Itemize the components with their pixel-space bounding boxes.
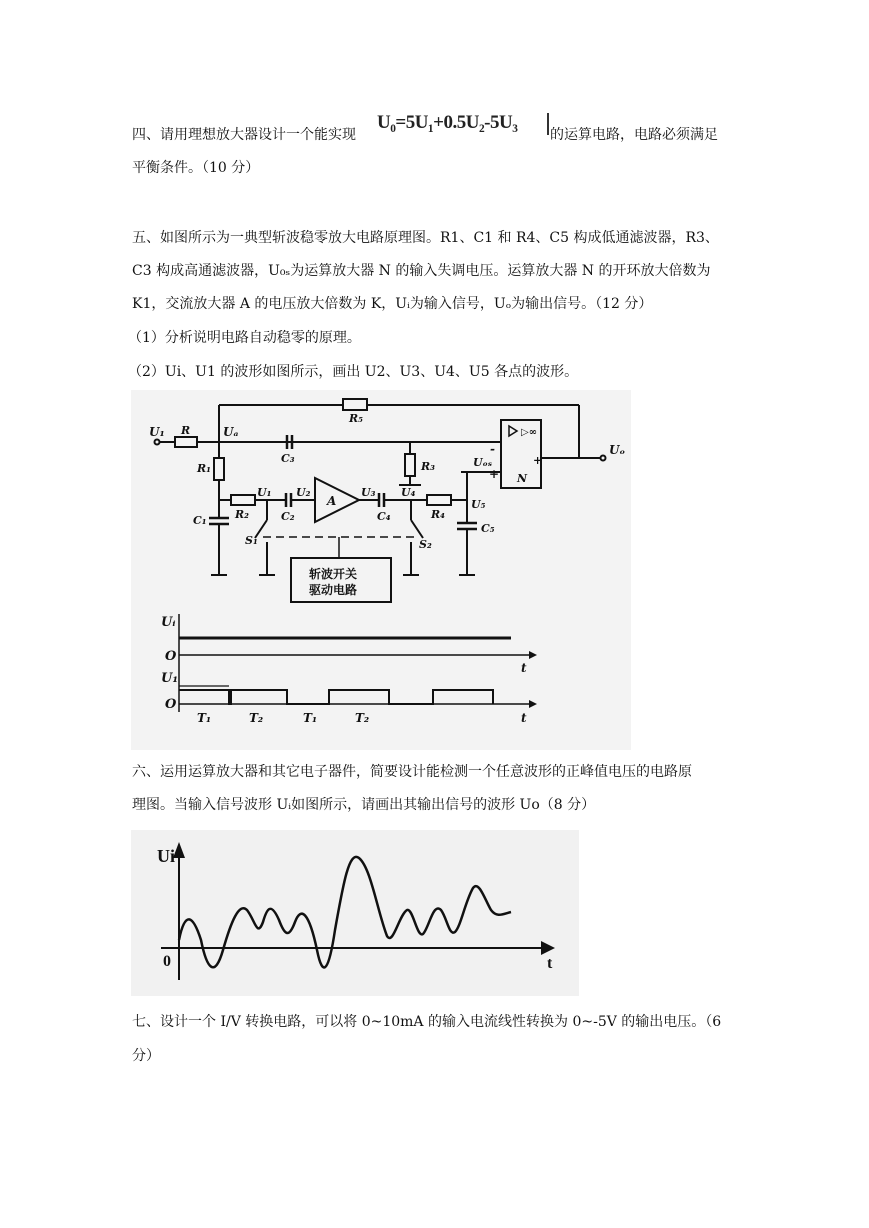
- q4-line1-prefix: 四、请用理想放大器设计一个能实现: [132, 127, 356, 143]
- label-u5: U₅: [471, 498, 486, 511]
- q5-sub2: （2）Ui、U1 的波形如图所示，画出 U2、U3、U4、U5 各点的波形。: [128, 364, 579, 380]
- q6-line1: 六、运用运算放大器和其它电子器件，简要设计能检测一个任意波形的正峰值电压的电路原: [132, 764, 692, 780]
- driver-label-2: 驱动电路: [309, 583, 358, 597]
- label-r5: R₅: [349, 412, 363, 425]
- wave-label-ui: Uᵢ: [161, 615, 176, 630]
- wave-label-t2: t: [521, 711, 527, 725]
- label-uos: Uₒₛ: [473, 456, 493, 469]
- label-s2: S₂: [419, 538, 432, 551]
- wave-label-T1a: T₁: [197, 711, 212, 725]
- formula-bar: [547, 113, 549, 135]
- label-u4: U₄: [401, 486, 416, 499]
- label-s1: S₁: [245, 534, 258, 547]
- wave-label-o2: O: [165, 697, 177, 712]
- chopper-circuit-figure: [131, 390, 631, 750]
- label-u1-input: U₁: [149, 425, 165, 439]
- q5-line3: K1，交流放大器 A 的电压放大倍数为 K，Uᵢ为输入信号，Uₒ为输出信号。（12 分）: [132, 296, 653, 312]
- q5-line2: C3 构成高通滤波器，U₀ₛ为运算放大器 N 的输入失调电压。运算放大器 N 的开环放大倍数为: [132, 263, 711, 279]
- label-plus: +: [489, 467, 500, 481]
- wave2-t: t: [547, 955, 553, 972]
- wave-label-T2a: T₂: [249, 711, 264, 725]
- label-r2: R₂: [235, 508, 249, 521]
- label-u1: U₁: [257, 486, 272, 499]
- label-c1: C₁: [193, 514, 207, 527]
- label-a: A: [327, 494, 337, 508]
- q4-line2: 平衡条件。（10 分）: [132, 160, 260, 176]
- label-r: R: [181, 424, 191, 437]
- label-r4: R₄: [431, 508, 445, 521]
- label-r3: R₃: [421, 460, 435, 473]
- label-c5: C₅: [481, 522, 495, 535]
- q6-line2: 理图。当输入信号波形 Uᵢ如图所示，请画出其输出信号的波形 Uo（8 分）: [132, 797, 596, 813]
- label-c2: C₂: [281, 510, 295, 523]
- label-plus-out: +: [533, 454, 543, 467]
- label-uo: Uₒ: [609, 443, 626, 457]
- label-minus: -: [490, 442, 495, 456]
- q5-line1: 五、如图所示为一典型斩波稳零放大电路原理图。R1、C1 和 R4、C5 构成低通滤波器，R3、: [132, 230, 719, 246]
- label-c3: C₃: [281, 452, 295, 465]
- wave2-ylabel: Ui: [157, 846, 175, 866]
- label-c4: C₄: [377, 510, 391, 523]
- q5-sub1: （1）分析说明电路自动稳零的原理。: [128, 330, 361, 346]
- label-ua: Uₐ: [223, 425, 239, 439]
- label-r1: R₁: [197, 462, 211, 475]
- wave-label-t1: t: [521, 661, 527, 675]
- label-infinity: ▷∞: [521, 427, 538, 438]
- ui-waveform-figure: [131, 830, 579, 996]
- label-u2: U₂: [296, 486, 311, 499]
- wave-label-T1b: T₁: [303, 711, 318, 725]
- label-n: N: [517, 472, 528, 485]
- driver-label-1: 斩波开关: [309, 567, 358, 581]
- wave-label-T2b: T₂: [355, 711, 370, 725]
- wave-label-u1: U₁: [161, 671, 179, 686]
- q7-line2: 分）: [132, 1048, 160, 1064]
- q4-line1-suffix: 的运算电路，电路必须满足: [550, 127, 718, 143]
- label-u3: U₃: [361, 486, 376, 499]
- q7-line1: 七、设计一个 I/V 转换电路，可以将 0~10mA 的输入电流线性转换为 0~-5V 的输出电压。（6: [132, 1014, 722, 1030]
- wave2-zero: 0: [163, 953, 171, 970]
- formula-image: U₀=5U₁+0.5U₂-5U₃: [377, 112, 518, 133]
- wave-label-o1: O: [165, 649, 177, 664]
